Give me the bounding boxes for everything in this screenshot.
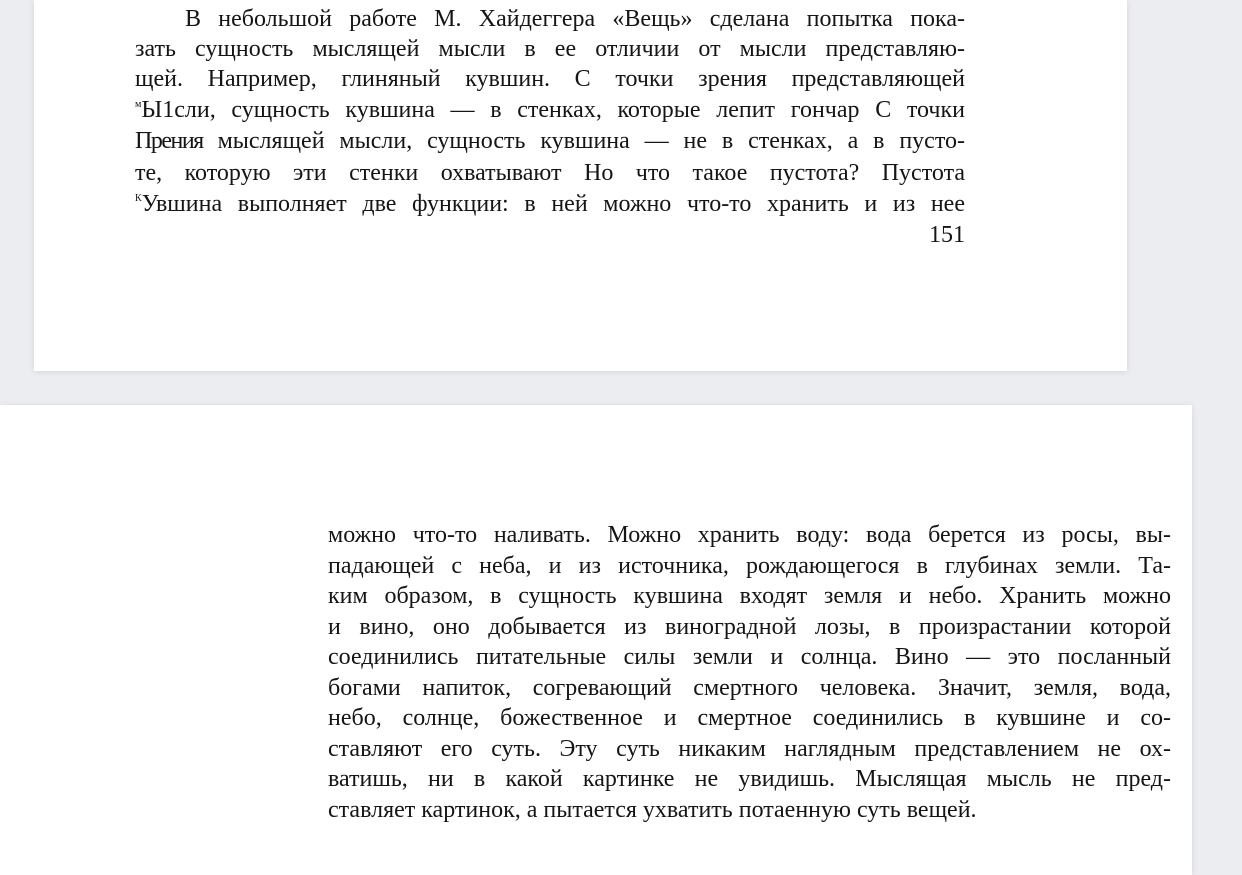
text-line: ватишь, ни в какой картинке не увидишь. Мыслящая мысль не пред- (328, 766, 1171, 792)
scan-artifact-mark: м (135, 99, 142, 110)
text-line: зать сущность мыслящей мысли в ее отличии от мысли представляю- (135, 36, 965, 62)
text-line (135, 126, 965, 156)
text-line: ким образом, в сущность кувшина входят земля и небо. Хранить можно (328, 583, 1171, 609)
text-line: соединились питательные силы земли и солнца. Вино — это посланный (328, 644, 1171, 670)
text-run: Ы1сли, сущность кувшина — в стенках, которые лепит гончар С точки (141, 97, 965, 123)
text-line: богами напиток, согревающий смертного человека. Значит, земля, вода, (328, 675, 1171, 701)
scan-artifact-word: Прения (135, 128, 203, 154)
text-line: небо, солнце, божественное и смертное соединились в кувшине и со- (328, 705, 1171, 731)
text-line: щей. Например, глиняный кувшин. С точки зрения представляющей (135, 66, 965, 92)
text-line: В небольшой работе М. Хайдеггера «Вещь» сделана попытка пока- (185, 6, 965, 32)
text-line: ставляют его суть. Эту суть никаким наглядным представлением не ох- (328, 736, 1171, 762)
text-line: и вино, оно добывается из виноградной лозы, в произрастании которой (328, 614, 1171, 640)
text-line: те, которую эти стенки охватывают Но что такое пустота? Пустота (135, 160, 965, 186)
text-run: Увшина выполняет две функции: в ней можно что-то хранить и из нее (141, 191, 965, 217)
scan-artifact-mark: К (135, 193, 142, 204)
text-line (135, 189, 965, 219)
text-line: падающей с неба, и из источника, рождающегося в глубинах земли. Та- (328, 553, 1171, 579)
page-1 (34, 0, 1127, 371)
text-line (135, 95, 965, 125)
text-line: ставляет картинок, а пытается ухватить потаенную суть вещей. (328, 797, 977, 823)
text-line: можно что-то наливать. Можно хранить воду: вода берется из росы, вы- (328, 522, 1171, 548)
page-2 (0, 405, 1192, 875)
page-number: 151 (929, 222, 965, 248)
text-run: мыслящей мысли, сущность кувшина — не в стенках, а в пусто- (202, 128, 965, 154)
